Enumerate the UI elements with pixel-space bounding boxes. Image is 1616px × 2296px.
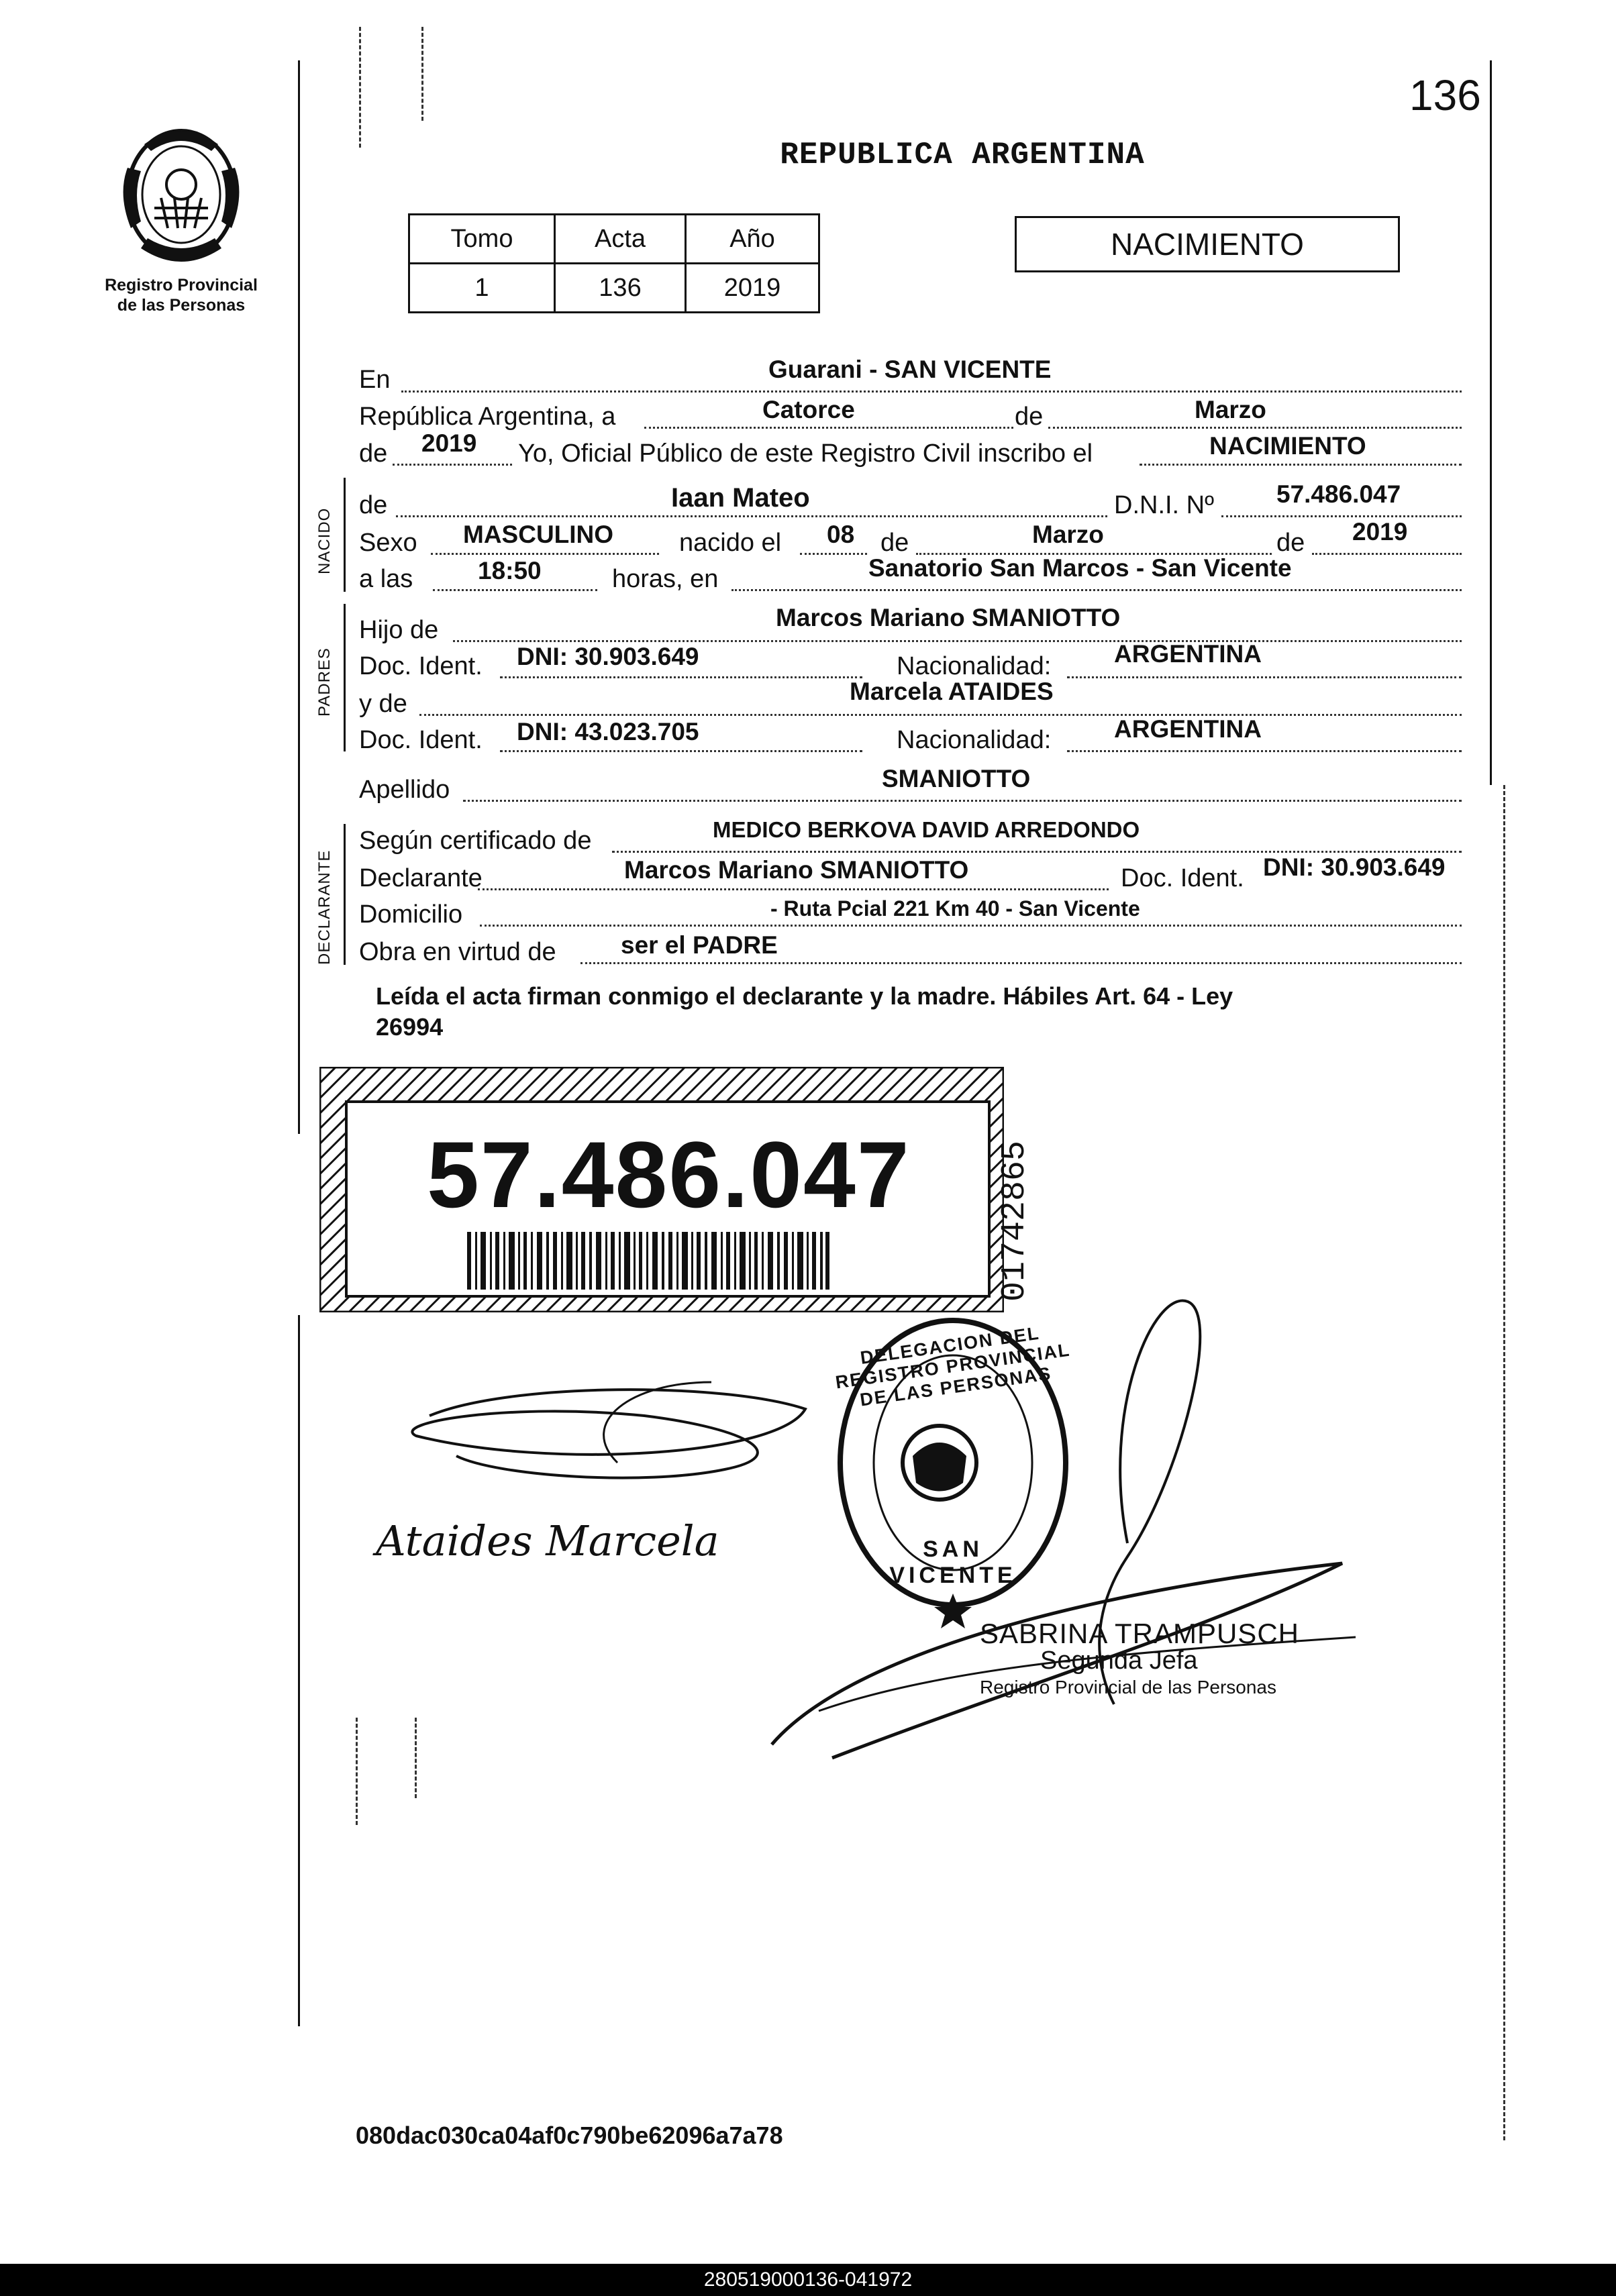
label-republica: República Argentina, a bbox=[359, 403, 616, 431]
dotted-line bbox=[480, 925, 1462, 927]
value-lugar-nac: Sanatorio San Marcos - San Vicente bbox=[868, 554, 1292, 582]
official-stamp bbox=[980, 1620, 1299, 1701]
label-apellido: Apellido bbox=[359, 776, 450, 804]
table-header: Acta bbox=[555, 215, 686, 264]
table-header: Tomo bbox=[409, 215, 555, 264]
value-anio: 2019 bbox=[421, 429, 477, 457]
label-declarante: Declarante bbox=[359, 864, 483, 892]
dotted-line bbox=[612, 851, 1462, 853]
dotted-line bbox=[1140, 464, 1462, 466]
label-de2: de bbox=[880, 529, 909, 557]
closing-statement bbox=[376, 981, 1436, 1043]
value-madre-nac: ARGENTINA bbox=[1114, 715, 1262, 743]
page-number: 136 bbox=[1409, 71, 1481, 119]
value-certificado: MEDICO BERKOVA DAVID ARREDONDO bbox=[713, 817, 1140, 842]
dotted-line bbox=[644, 427, 1013, 429]
closing-line-2: 26994 bbox=[376, 1013, 444, 1041]
label-nacido-el: nacido el bbox=[679, 529, 782, 557]
label-de-year: de bbox=[359, 439, 388, 468]
value-apellido: SMANIOTTO bbox=[882, 765, 1031, 792]
dotted-line bbox=[580, 962, 1462, 964]
dotted-line bbox=[500, 750, 862, 752]
official-org: Registro Provincial de las Personas bbox=[980, 1677, 1276, 1698]
table-row bbox=[409, 215, 819, 264]
record-table bbox=[408, 213, 820, 313]
dotted-line bbox=[1067, 676, 1462, 678]
right-margin-dashes bbox=[1503, 785, 1505, 2140]
dni-sticker-number: 57.486.047 bbox=[427, 1122, 911, 1227]
value-lugar: Guarani - SAN VICENTE bbox=[768, 356, 1052, 383]
punch-mark-bottom bbox=[356, 1718, 358, 1825]
dni-sticker-serial: 01742865 bbox=[996, 1140, 1034, 1302]
value-madre-doc: DNI: 43.023.705 bbox=[517, 718, 699, 745]
table-cell: 136 bbox=[555, 264, 686, 313]
official-role: Segunda Jefa bbox=[1040, 1647, 1198, 1675]
dotted-line bbox=[1312, 553, 1462, 555]
label-obra: Obra en virtud de bbox=[359, 938, 556, 966]
label-sexo: Sexo bbox=[359, 529, 417, 557]
value-padre-nac: ARGENTINA bbox=[1114, 640, 1262, 668]
left-margin-rule bbox=[298, 60, 300, 1134]
dotted-line bbox=[800, 553, 867, 555]
table-header: Año bbox=[686, 215, 819, 264]
right-margin-rule bbox=[1490, 60, 1492, 785]
page-title-text: REPUBLICA ARGENTINA bbox=[780, 138, 1145, 172]
punch-mark-top-2 bbox=[421, 27, 423, 121]
dotted-line bbox=[731, 589, 1462, 591]
registry-label-line2: de las Personas bbox=[117, 296, 246, 315]
value-anio-nac: 2019 bbox=[1352, 518, 1408, 545]
dotted-line bbox=[478, 888, 1109, 890]
punch-mark-bottom-2 bbox=[415, 1718, 417, 1798]
label-oficial: Yo, Oficial Público de este Registro Civil inscribo el bbox=[518, 439, 1093, 468]
dotted-line bbox=[401, 390, 1462, 393]
value-hora: 18:50 bbox=[478, 557, 542, 584]
value-padre-doc: DNI: 30.903.649 bbox=[517, 643, 699, 670]
table-cell: 2019 bbox=[686, 264, 819, 313]
dotted-line bbox=[433, 589, 597, 591]
section-label-padres: PADRES bbox=[315, 647, 334, 717]
label-doc-ident2: Doc. Ident. bbox=[359, 726, 483, 754]
value-dni: 57.486.047 bbox=[1276, 480, 1401, 508]
label-nacionalidad2: Nacionalidad: bbox=[897, 726, 1052, 754]
closing-line-1: Leída el acta firman conmigo el declarante y la madre. Hábiles Art. 64 - Ley bbox=[376, 982, 1233, 1010]
section-label-nacido: NACIDO bbox=[315, 507, 334, 574]
padres-bracket bbox=[344, 604, 346, 751]
dotted-line bbox=[419, 714, 1462, 716]
value-declarante: Marcos Mariano SMANIOTTO bbox=[624, 856, 969, 884]
seal-inner-text: SAN VICENTE bbox=[889, 1536, 1017, 1588]
seal-ring-text: DELEGACION DEL REGISTRO PROVINCIAL DE LAS PERSONAS bbox=[834, 1322, 1072, 1410]
registry-label bbox=[81, 275, 282, 315]
left-margin-rule-lower bbox=[298, 1315, 300, 2026]
value-padre: Marcos Mariano SMANIOTTO bbox=[776, 604, 1121, 631]
label-hijo-de: Hijo de bbox=[359, 616, 439, 644]
document-hash: 080dac030ca04af0c790be62096a7a78 bbox=[356, 2122, 783, 2149]
signature-mother: Ataides Marcela bbox=[376, 1516, 719, 1565]
dotted-line bbox=[431, 553, 659, 555]
value-obra: ser el PADRE bbox=[621, 931, 778, 959]
label-doc-ident3: Doc. Ident. bbox=[1121, 864, 1244, 892]
label-a-las: a las bbox=[359, 565, 413, 593]
dotted-line bbox=[1221, 515, 1462, 517]
punch-mark-top bbox=[359, 27, 361, 148]
value-dia: Catorce bbox=[762, 396, 855, 423]
dotted-line bbox=[1067, 750, 1462, 752]
section-label-declarante: DECLARANTE bbox=[315, 849, 334, 965]
dotted-line bbox=[396, 515, 1107, 517]
label-segun: Según certificado de bbox=[359, 827, 592, 855]
label-domicilio: Domicilio bbox=[359, 900, 463, 929]
value-domicilio: - Ruta Pcial 221 Km 40 - San Vicente bbox=[770, 896, 1140, 921]
value-dia-nac: 08 bbox=[827, 521, 855, 548]
dotted-line bbox=[463, 800, 1462, 802]
label-doc-ident: Doc. Ident. bbox=[359, 652, 483, 680]
official-name: SABRINA TRAMPUSCH bbox=[980, 1618, 1299, 1649]
value-nombre: Iaan Mateo bbox=[671, 483, 810, 513]
value-mes: Marzo bbox=[1195, 396, 1266, 423]
label-de: de bbox=[1015, 403, 1044, 431]
table-cell: 1 bbox=[409, 264, 555, 313]
label-en: En bbox=[359, 366, 391, 394]
value-sexo: MASCULINO bbox=[463, 521, 614, 548]
dotted-line bbox=[393, 464, 512, 466]
label-dni: D.N.I. Nº bbox=[1114, 491, 1214, 519]
label-nacionalidad: Nacionalidad: bbox=[897, 652, 1052, 680]
record-type-box: NACIMIENTO bbox=[1015, 216, 1400, 272]
label-nombre-de: de bbox=[359, 491, 388, 519]
value-madre: Marcela ATAIDES bbox=[850, 678, 1054, 705]
table-row bbox=[409, 264, 819, 313]
nacido-bracket bbox=[344, 478, 346, 592]
registry-label-line1: Registro Provincial bbox=[105, 276, 258, 295]
label-de3: de bbox=[1276, 529, 1305, 557]
value-mes-nac: Marzo bbox=[1032, 521, 1104, 548]
footer-barcode-id: 280519000136-041972 bbox=[0, 2264, 1616, 2296]
value-declarante-doc: DNI: 30.903.649 bbox=[1263, 853, 1446, 881]
label-horas-en: horas, en bbox=[612, 565, 719, 593]
dotted-line bbox=[500, 676, 862, 678]
coat-of-arms-icon bbox=[114, 121, 248, 275]
dotted-line bbox=[1048, 427, 1462, 429]
value-tipo: NACIMIENTO bbox=[1209, 432, 1366, 460]
label-y-de: y de bbox=[359, 690, 407, 718]
official-signature-icon bbox=[752, 1275, 1423, 1812]
declarante-bracket bbox=[344, 824, 346, 965]
dotted-line bbox=[453, 640, 1462, 642]
